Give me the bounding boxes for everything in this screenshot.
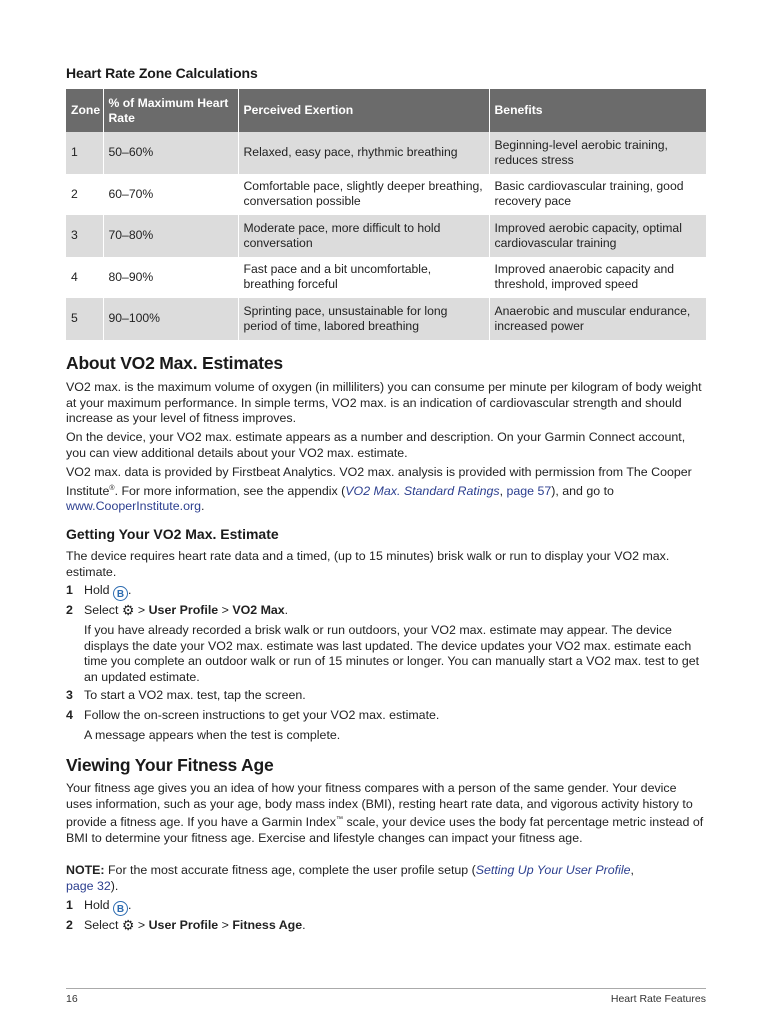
fitness-age-note: NOTE: For the most accurate fitness age, complete the user profile setup (Setting Up Your User Profile, page 32). (66, 863, 634, 893)
table-row (66, 298, 706, 340)
getting-vo2-heading: Getting Your VO2 Max. Estimate (66, 526, 279, 542)
table-header-row (66, 89, 706, 132)
cell-max-hr: 60–70% (103, 174, 238, 216)
fitness-age-paragraph: Your fitness age gives you an idea of how your fitness compares with a person of the same gender. Your device uses information, such as your age, body mass index (BMI), resting heart rate data, and vigorous activity history to provide a fitness age. If you have a Garmin Index™ scale, your device uses the body fat percentage metric instead of BMI to determine your fitness age. Exercise and lifestyle changes can impact your fitness age. (66, 781, 704, 845)
vo2-paragraph-1: VO2 max. is the maximum volume of oxygen (in milliliters) you can consume per minute per kilogram of body weight at your maximum performance. In simple terms, VO2 max. is an indication of cardiovascular strength and should increase as your level of fitness improves. (66, 380, 702, 425)
vo2-paragraph-2: On the device, your VO2 max. estimate appears as a number and description. On your Garmin Connect account, you can view additional details about your VO2 max. estimate. (66, 430, 686, 460)
vo2-heading: About VO2 Max. Estimates (66, 353, 283, 373)
page-57-link[interactable]: page 57 (506, 483, 552, 498)
cell-max-hr: 90–100% (103, 298, 238, 340)
b-button-icon: B (113, 586, 128, 601)
cell-exertion: Sprinting pace, unsustainable for long period of time, labored breathing (238, 298, 489, 340)
gear-icon: ⚙ (121, 917, 135, 933)
cell-zone: 1 (66, 132, 103, 174)
step-number: 1 (66, 898, 73, 912)
gear-icon: ⚙ (121, 602, 135, 618)
cell-benefits: Anaerobic and muscular endurance, increased power (489, 298, 706, 340)
step-number: 3 (66, 688, 73, 702)
cell-exertion: Comfortable pace, slightly deeper breathing, conversation possible (238, 174, 489, 216)
table-title: Heart Rate Zone Calculations (66, 65, 258, 81)
col-header-max-hr: % of Maximum Heart Rate (103, 89, 238, 132)
cell-max-hr: 50–60% (103, 132, 238, 174)
page-number: 16 (66, 993, 78, 1005)
step-number: 2 (66, 603, 73, 617)
cell-benefits: Beginning-level aerobic training, reduces stress (489, 132, 706, 174)
cooper-institute-link[interactable]: www.CooperInstitute.org (66, 499, 201, 514)
col-header-benefits: Benefits (489, 89, 706, 132)
col-header-exertion: Perceived Exertion (238, 89, 489, 132)
cell-benefits: Basic cardiovascular training, good recovery pace (489, 174, 706, 216)
cell-max-hr: 80–90% (103, 257, 238, 299)
b-button-icon: B (113, 901, 128, 916)
heart-rate-zone-table (66, 89, 706, 340)
table-row (66, 257, 706, 299)
footer-section-title: Heart Rate Features (610, 993, 706, 1005)
step-number: 2 (66, 918, 73, 932)
fitness-age-heading: Viewing Your Fitness Age (66, 755, 274, 775)
cell-zone: 5 (66, 298, 103, 340)
page-32-link[interactable]: page 32 (66, 878, 111, 893)
cell-benefits: Improved aerobic capacity, optimal cardiovascular training (489, 215, 706, 257)
table-row (66, 215, 706, 257)
table-row (66, 132, 706, 174)
step-number: 1 (66, 583, 73, 597)
cell-max-hr: 70–80% (103, 215, 238, 257)
vo2-standard-ratings-link[interactable]: VO2 Max. Standard Ratings (345, 483, 500, 498)
cell-exertion: Fast pace and a bit uncomfortable, breathing forceful (238, 257, 489, 299)
step-number: 4 (66, 708, 73, 722)
cell-exertion: Relaxed, easy pace, rhythmic breathing (238, 132, 489, 174)
getting-step-2-note: If you have already recorded a brisk walk or run outdoors, your VO2 max. estimate may appear. The device displays the date your VO2 max. estimate was last updated. The device updates your VO2 max. estimate each time you complete an outdoor walk or run of 15 minutes or longer. You can manually start a VO2 max. test to get an updated estimate. (84, 623, 700, 684)
cell-zone: 4 (66, 257, 103, 299)
footer-divider (66, 988, 706, 989)
cell-zone: 2 (66, 174, 103, 216)
table-row (66, 174, 706, 216)
vo2-paragraph-3: VO2 max. data is provided by Firstbeat Analytics. VO2 max. analysis is provided with permission from The Cooper Institute®. For more information, see the appendix (VO2 Max. Standard Ratings, page 57), and go to www.CooperInstitute.org. (66, 465, 692, 514)
setting-up-user-profile-link[interactable]: Setting Up Your User Profile (475, 863, 631, 877)
getting-intro: The device requires heart rate data and a timed, (up to 15 minutes) brisk walk or run to display your VO2 max. estimate. (66, 549, 670, 579)
col-header-zone: Zone (66, 89, 103, 132)
cell-benefits: Improved anaerobic capacity and threshold, improved speed (489, 257, 706, 299)
cell-exertion: Moderate pace, more difficult to hold conversation (238, 215, 489, 257)
getting-step-4-note: A message appears when the test is complete. (84, 728, 341, 742)
cell-zone: 3 (66, 215, 103, 257)
